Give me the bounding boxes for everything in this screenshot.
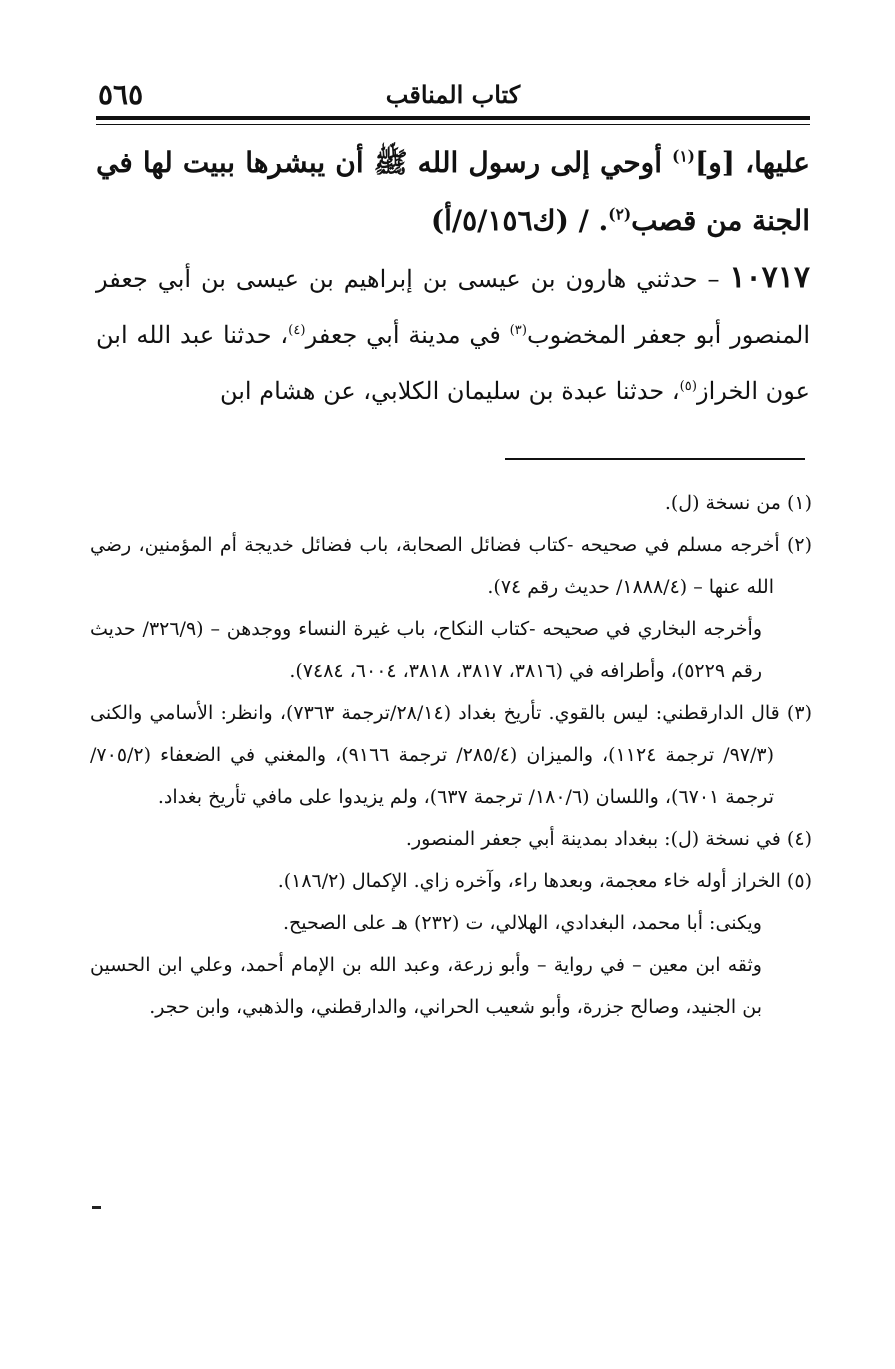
footnote-ref-3: (٣)	[509, 323, 528, 338]
hadith-text-4: ، حدثنا عبدة بن سليمان الكلابي، عن هشام ابن	[219, 377, 680, 405]
hadith-text-2: في مدينة أبي جعفر	[305, 321, 510, 349]
hadith-text-1: – حدثني هارون بن عيسى بن إبراهيم بن عيسى بن أبي جعفر المنصور أبو جعفر المخضوب	[96, 265, 811, 349]
margin-mark	[92, 1206, 101, 1209]
running-title: كتاب المناقب	[385, 80, 521, 109]
footnote-separator	[505, 458, 805, 460]
footnotes	[90, 482, 812, 1028]
page-number: ٥٦٥	[98, 78, 144, 111]
header-rule-thin	[96, 124, 810, 125]
hadith-text-3: ، حدثنا عبد الله ابن عون الخراز	[96, 321, 810, 405]
footnote-ref-5: (٥)	[679, 379, 698, 394]
hadith-number: ١٠٧١٧	[729, 260, 810, 295]
lead-text-2: أوحي إلى رسول الله ﷺ أن يبشرها ببيت لها في الجنة من قصب	[96, 146, 810, 237]
footnote-2-continuation: وأخرجه البخاري في صحيحه -كتاب النكاح، باب غيرة النساء ووجدهن – (٣٢٦/٩/ حديث رقم ٥٢٢٩)، وأطرافه في (٣٨١٦، ٣٨١٧، ٣٨١٨، ٦٠٠٤، ٧٤٨٤).	[90, 618, 762, 682]
footnote-ref-2: (٢)	[608, 205, 632, 224]
hadith-paragraph	[96, 250, 810, 419]
header-rule-thick	[96, 116, 810, 120]
footnote-5: (٥) الخراز أوله خاء معجمة، وبعدها راء، وآخره زاي. الإكمال (١٨٦/٢).	[277, 870, 812, 892]
footnote-5-tawthiq: وثقه ابن معين – في رواية – وأبو زرعة، وعبد الله بن الإمام أحمد، وعلي ابن الحسين بن الجنيد، وصالح جزرة، وأبو شعيب الحراني، والدارقطني، والذهبي، وابن حجر.	[90, 954, 762, 1018]
lead-text-1: عليها، [و]	[694, 146, 810, 179]
footnote-ref-4: (٤)	[288, 323, 306, 338]
lead-text-3: . / (ك٥/١٥٦/أ)	[430, 204, 609, 237]
footnote-ref-1: (١)	[672, 147, 695, 166]
page-header	[96, 76, 810, 116]
lead-paragraph	[96, 134, 810, 250]
footnote-1: (١) من نسخة (ل).	[664, 492, 812, 514]
footnote-2: (٢) أخرجه مسلم في صحيحه -كتاب فضائل الصحابة، باب فضائل خديجة أم المؤمنين، رضي الله عنها – (١٨٨٨/٤/ حديث رقم ٧٤).	[90, 534, 812, 598]
footnote-4: (٤) في نسخة (ل): ببغداد بمدينة أبي جعفر المنصور.	[405, 828, 812, 850]
footnote-5-kunya: ويكنى: أبا محمد، البغدادي، الهلالي، ت (٢٣٢) هـ على الصحيح.	[282, 912, 762, 934]
footnote-3: (٣) قال الدارقطني: ليس بالقوي. تأريخ بغداد (٢٨/١٤/ترجمة ٧٣٦٣)، وانظر: الأسامي والكنى (٩٧/٣/ ترجمة ١١٢٤)، والميزان (٢٨٥/٤/ ترجمة ٩١٦٦)، والمغني في الضعفاء (٧٠٥/٢/ ترجمة ٦٧٠١)، واللسان (١٨٠/٦/ ترجمة ٦٣٧)، ولم يزيدوا على مافي تأريخ بغداد.	[90, 702, 812, 808]
